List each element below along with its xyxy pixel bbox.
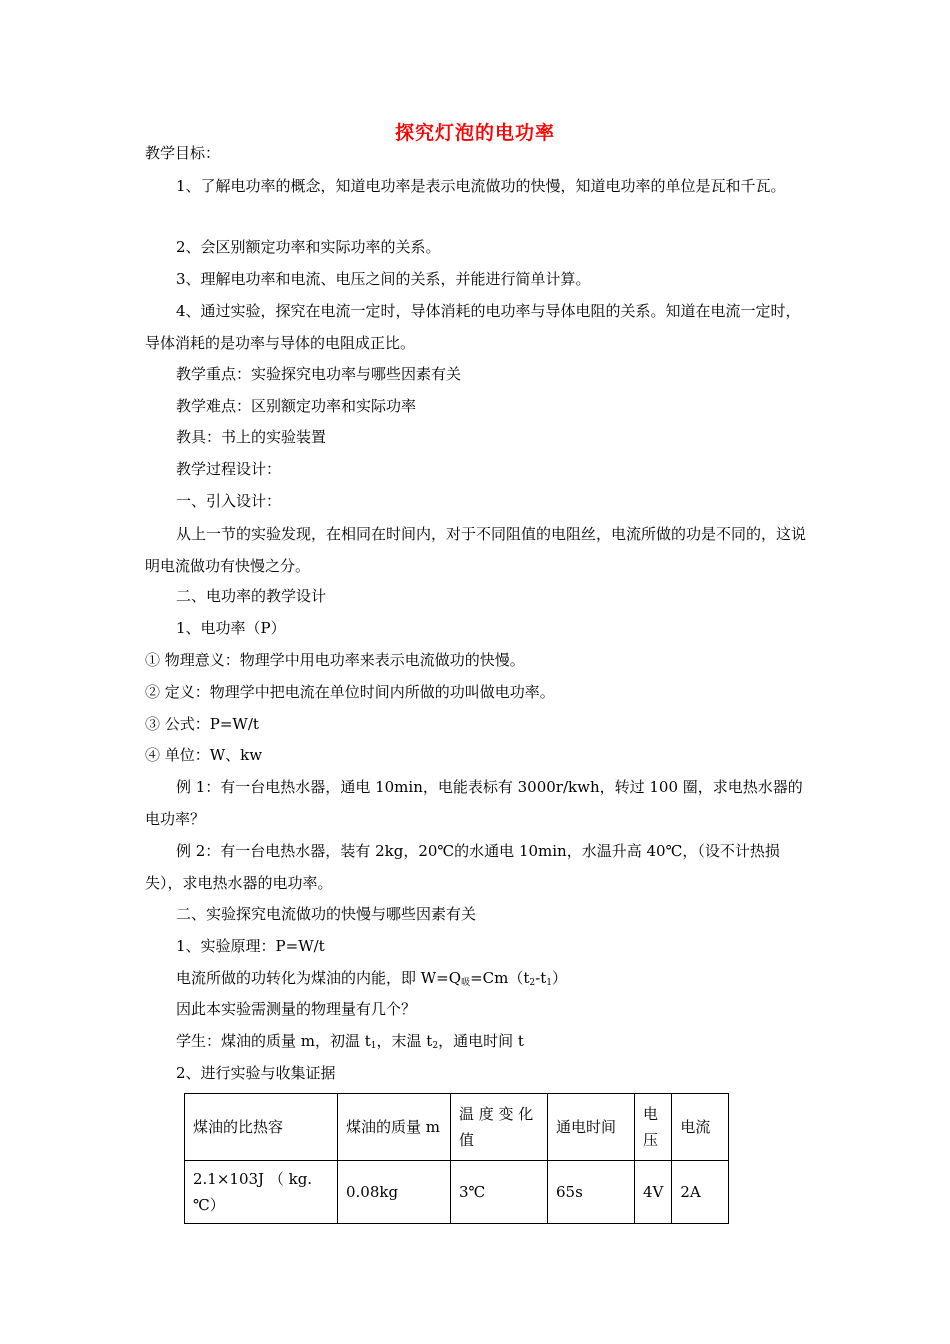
table-cell: 2.1×103J （ kg.℃） — [185, 1161, 338, 1224]
objective-3: 3、理解电功率和电流、电压之间的关系，并能进行简单计算。 — [176, 270, 591, 288]
page-title: 探究灯泡的电功率 — [394, 122, 555, 144]
table-header-row — [185, 1094, 729, 1161]
energy-text-c: -t — [535, 969, 547, 987]
energy-text-b: =Cm（t — [470, 969, 530, 987]
student-text-a: 学生：煤油的质量 m，初温 t — [176, 1032, 371, 1050]
student-sub-1: 1 — [370, 1041, 377, 1051]
example-2: 例 2：有一台电热水器，装有 2kg，20℃的水通电 10min，水温升高 40℃，（设不计热损失），求电热水器的电功率。 — [145, 842, 780, 892]
objective-2: 2、会区别额定功率和实际功率的关系。 — [176, 238, 441, 256]
table-header-cell: 煤油的比热容 — [185, 1094, 338, 1161]
tools: 教具：书上的实验装置 — [176, 428, 327, 446]
table-header-cell: 温 度 变 化 值 — [451, 1094, 548, 1161]
difficulty: 教学难点：区别额定功率和实际功率 — [176, 397, 417, 415]
energy-text-a: 电流所做的功转化为煤油的内能，即 W=Q — [176, 969, 462, 987]
key-point: 教学重点：实验探究电功率与哪些因素有关 — [176, 365, 462, 383]
process-heading: 教学过程设计： — [176, 460, 282, 478]
physical-meaning: ① 物理意义：物理学中用电功率来表示电流做功的快慢。 — [145, 651, 525, 669]
intro-heading: 一、引入设计： — [176, 492, 282, 510]
energy-conversion — [176, 968, 567, 993]
power-heading: 二、电功率的教学设计 — [176, 587, 327, 605]
table-header-cell: 电压 — [635, 1094, 672, 1161]
energy-sub-absorb: 吸 — [461, 978, 471, 988]
power-definition-heading: 1、电功率（P） — [176, 619, 286, 637]
energy-text-d: ） — [551, 969, 567, 987]
student-text-c: ，通电时间 t — [438, 1032, 524, 1050]
definition: ② 定义：物理学中把电流在单位时间内所做的功叫做电功率。 — [145, 683, 555, 701]
experiment-heading: 二、实验探究电流做功的快慢与哪些因素有关 — [176, 905, 477, 923]
table-header-cell: 电流 — [672, 1094, 729, 1161]
formula: ③ 公式：P=W/t — [145, 715, 259, 733]
objective-4: 4、通过实验，探究在电流一定时，导体消耗的电功率与导体电阻的关系。知道在电流一定时，导体消耗的是功率与导体的电阻成正比。 — [145, 302, 801, 352]
table-cell: 2A — [672, 1161, 729, 1224]
table-cell: 65s — [548, 1161, 635, 1224]
table-cell: 3℃ — [451, 1161, 548, 1224]
student-answer — [176, 1031, 524, 1056]
table-cell: 0.08kg — [338, 1161, 451, 1224]
question: 因此本实验需测量的物理量有几个？ — [176, 1000, 417, 1018]
table-header-cell: 通电时间 — [548, 1094, 635, 1161]
student-text-b: ，末温 t — [376, 1032, 433, 1050]
table-cell: 4V — [635, 1161, 672, 1224]
student-sub-2: 2 — [432, 1041, 439, 1051]
objectives-heading: 教学目标： — [145, 144, 221, 162]
experiment-table — [184, 1093, 729, 1224]
energy-sub-t2: 2 — [529, 978, 536, 988]
unit: ④ 单位：W、kw — [145, 746, 263, 764]
table-row — [185, 1161, 729, 1224]
table-header-cell: 煤油的质量 m — [338, 1094, 451, 1161]
collect-evidence: 2、进行实验与收集证据 — [176, 1064, 336, 1082]
intro-text: 从上一节的实验发现，在相同在时间内，对于不同阻值的电阻丝，电流所做的功是不同的，这说明电流做功有快慢之分。 — [145, 525, 807, 575]
energy-sub-t1: 1 — [546, 978, 552, 988]
objective-1: 1、了解电功率的概念，知道电功率是表示电流做功的快慢，知道电功率的单位是瓦和千瓦。 — [176, 177, 786, 195]
example-1: 例 1：有一台电热水器，通电 10min，电能表标有 3000r/kwh，转过 100 圈，求电热水器的电功率？ — [145, 778, 803, 828]
experiment-principle: 1、实验原理：P=W/t — [176, 937, 325, 955]
